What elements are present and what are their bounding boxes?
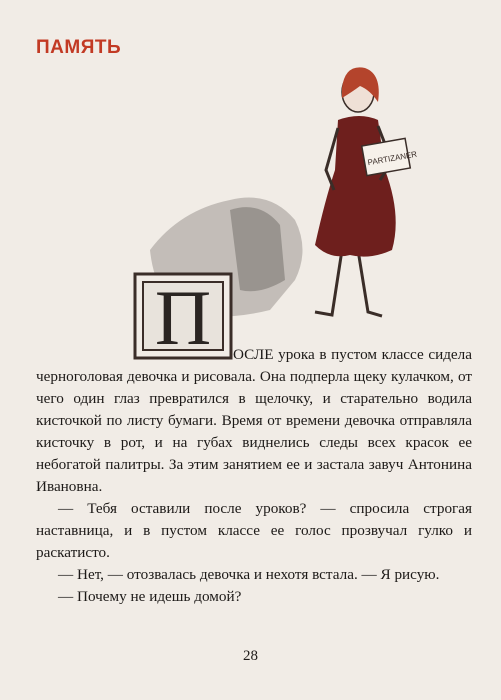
sign-text: PARTIZANER: [366, 149, 418, 168]
page-number: 28: [243, 648, 258, 664]
chapter-heading: ПАМЯТЬ: [36, 37, 122, 58]
drop-cap-letter: П: [154, 274, 212, 360]
paragraph: — Почему не идешь домой?: [58, 588, 242, 605]
story-text: [36, 344, 472, 608]
girl-legs: [315, 250, 382, 316]
paragraph: — Нет, — отозвалась девочка и нехотя встала. — Я рисую.: [58, 566, 440, 583]
paragraph: — Тебя оставили после уроков? — спросила строгая наставница, и в пустом классе ее голос прозвучал гулко и раскатисто.: [36, 500, 472, 561]
paragraph: ОСЛЕ урока в пустом классе сидела черноголовая девочка и рисовала. Она подперла щеку кулачком, от чего один глаз превратился в щелочку, и старательно водила кисточкой по листу бумаги. Время от времени девочка отправляла кисточку в рот, и на губах виднелись следы всех красок ее небогатой палитры. За этим занятием ее и застала завуч Антонина Ивановна.: [36, 346, 472, 495]
